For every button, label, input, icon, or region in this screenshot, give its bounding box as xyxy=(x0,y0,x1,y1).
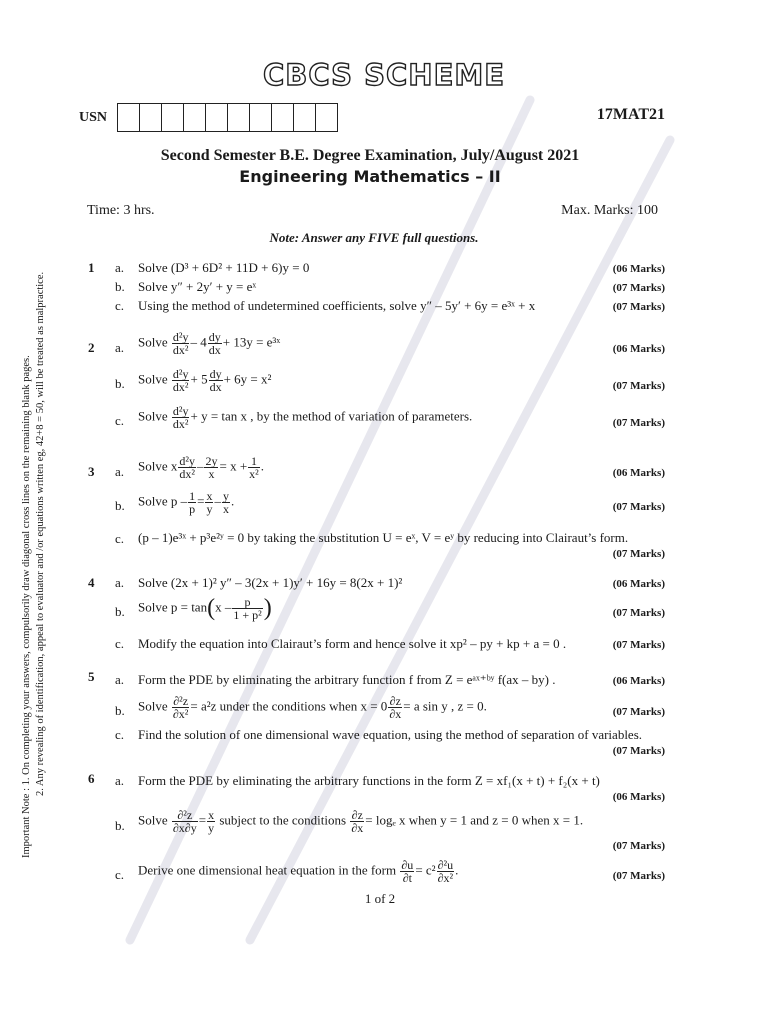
part-label: c. xyxy=(115,727,125,742)
marks: (07 Marks) xyxy=(612,639,665,651)
fraction: $\frac{1}{p}$ xyxy=(189,489,196,516)
marks: (07 Marks) xyxy=(612,548,665,560)
question-text: Solve (2x + 1)² y″ – 3(2x + 1)y′ + 16y = 8(2x + 1)² xyxy=(138,575,403,590)
fraction: $\frac{\text{d²y}}{\text{dx²}}$ xyxy=(172,330,189,357)
fraction: $\frac{\partial z}{\partial x}$ xyxy=(389,694,402,721)
fraction: $\frac{\text{∂²u}}{\text{∂x²}}$ xyxy=(437,858,454,885)
marks: (07 Marks) xyxy=(612,607,665,619)
question-text: Modify the equation into Clairaut’s form and hence solve it xp² – py + kp + a = 0 . xyxy=(138,636,567,651)
question-number: 4 xyxy=(88,575,95,590)
part-label: b. xyxy=(115,279,125,294)
question-text: Derive one dimensional heat equation in the form $\frac{\partial u}{\partial t}$ = c² $\frac{\text{∂²u}}{\text{∂x²}}$ . xyxy=(138,858,459,885)
marks: (07 Marks) xyxy=(612,380,665,392)
marks: (07 Marks) xyxy=(612,840,665,852)
marks: (07 Marks) xyxy=(612,417,665,429)
usn-box xyxy=(316,104,337,131)
marks: (07 Marks) xyxy=(612,870,665,882)
question-number: 2 xyxy=(88,340,95,355)
fraction: $\frac{\partial z}{\partial x}$ xyxy=(351,808,364,835)
side-note-line: Important Note : 1. On completing your answers, compulsorily draw diagonal cross lines on the remaining blank pages. xyxy=(21,355,32,858)
part-label: c. xyxy=(115,531,125,546)
marks: (06 Marks) xyxy=(612,791,665,803)
scheme-logo: CBCS SCHEME xyxy=(262,58,506,92)
fraction: $\frac{\text{d²y}}{\text{dx²}}$ xyxy=(172,367,189,394)
question-number: 3 xyxy=(88,464,95,479)
fraction: $\frac{x}{y}$ xyxy=(208,808,215,835)
question-text: Solve x $\frac{\text{d²y}}{\text{dx²}}$ – $\frac{2y}{x}$ = x + $\frac{1}{\text{x²}}$ . xyxy=(138,454,265,481)
question-text: Using the method of undetermined coefficients, solve y″ – 5y′ + 6y = e³ˣ + x xyxy=(138,298,536,313)
subject-code: 17MAT21 xyxy=(596,106,665,123)
time-allowed: Time: 3 hrs. xyxy=(87,203,155,218)
exam-title: Second Semester B.E. Degree Examination, July/August 2021 xyxy=(160,147,580,164)
fraction: $\frac{1}{\text{x²}}$ xyxy=(249,454,259,481)
part-label: a. xyxy=(115,340,125,355)
usn-box xyxy=(184,104,206,131)
usn-boxes xyxy=(117,103,338,132)
fraction: $\frac{\text{∂²z}}{\partial x\partial y}$ xyxy=(172,808,197,835)
usn-box xyxy=(272,104,294,131)
part-label: c. xyxy=(115,636,125,651)
marks: (07 Marks) xyxy=(612,706,665,718)
fraction: $\frac{y}{x}$ xyxy=(222,489,229,516)
page-number: 1 of 2 xyxy=(364,891,396,906)
part-label: b. xyxy=(115,818,125,833)
part-label: c. xyxy=(115,867,125,882)
marks: (07 Marks) xyxy=(612,301,665,313)
part-label: b. xyxy=(115,703,125,718)
fraction: $\frac{p}{\text{1 + p²}}$ xyxy=(233,595,262,622)
question-number: 6 xyxy=(88,771,95,786)
marks: (06 Marks) xyxy=(612,467,665,479)
question-number: 5 xyxy=(88,669,95,684)
question-text: Solve (D³ + 6D² + 11D + 6)y = 0 xyxy=(138,260,310,275)
marks: (07 Marks) xyxy=(612,282,665,294)
side-note-line: 2. Any revealing of identification, appeal to evaluator and /or equations written eg, 42+8 = 50, will be treated as malpractice. xyxy=(35,271,46,796)
part-label: a. xyxy=(115,260,125,275)
marks: (07 Marks) xyxy=(612,745,665,757)
part-label: a. xyxy=(115,773,125,788)
question-text: Solve $\frac{\text{d²y}}{\text{dx²}}$ – 4 $\frac{dy}{dx}$ + 13y = e³ˣ xyxy=(138,330,281,357)
marks: (07 Marks) xyxy=(612,501,665,513)
usn-box xyxy=(250,104,272,131)
question-text: Solve p – $\frac{1}{p}$ = $\frac{x}{y}$ – $\frac{y}{x}$ . xyxy=(138,489,235,516)
usn-box xyxy=(162,104,184,131)
fraction: $\frac{\partial u}{\partial t}$ xyxy=(401,858,414,885)
usn-box xyxy=(118,104,140,131)
question-text: (p – 1)e³ˣ + p³e²ʸ = 0 by taking the substitution U = eˣ, V = eʸ by reducing into Clairaut’s form. xyxy=(138,530,629,545)
marks: (06 Marks) xyxy=(612,578,665,590)
part-label: c. xyxy=(115,298,125,313)
question-text: Find the solution of one dimensional wave equation, using the method of separation of variables. xyxy=(138,727,643,742)
question-text: Solve $\frac{\text{d²y}}{\text{dx²}}$ + 5 $\frac{dy}{dx}$ + 6y = x² xyxy=(138,367,272,394)
fraction: $\frac{\text{∂²z}}{\text{∂x²}}$ xyxy=(172,694,189,721)
usn-label: USN xyxy=(79,110,108,125)
question-text: Solve y″ + 2y′ + y = eˣ xyxy=(138,279,257,294)
usn-box xyxy=(228,104,250,131)
side-important-note xyxy=(20,248,48,858)
fraction: $\frac{dy}{dx}$ xyxy=(209,367,222,394)
part-label: a. xyxy=(115,575,125,590)
usn-box xyxy=(294,104,316,131)
part-label: b. xyxy=(115,376,125,391)
usn-box xyxy=(140,104,162,131)
marks: (06 Marks) xyxy=(612,263,665,275)
part-label: c. xyxy=(115,413,125,428)
fraction: $\frac{\text{d²y}}{\text{dx²}}$ xyxy=(172,404,189,431)
question-text: Solve $\frac{\text{∂²z}}{\text{∂x²}}$ = a²z under the conditions when x = 0 $\frac{\partial z}{\partial x}$ = a sin y , z = 0. xyxy=(138,694,487,721)
max-marks: Max. Marks: 100 xyxy=(561,203,658,218)
question-text: Form the PDE by eliminating the arbitrary functions in the form Z = xf₁(x + t) + f₂(x + t) xyxy=(138,773,600,788)
marks: (06 Marks) xyxy=(612,675,665,687)
part-label: b. xyxy=(115,498,125,513)
fraction: $\frac{dy}{dx}$ xyxy=(208,330,221,357)
subject-title: Engineering Mathematics – II xyxy=(239,167,501,186)
fraction: $\frac{x}{y}$ xyxy=(206,489,213,516)
part-label: b. xyxy=(115,604,125,619)
usn-box xyxy=(206,104,228,131)
question-text: Solve p = tan(x – $\frac{p}{\text{1 + p²}}$ ) xyxy=(138,595,272,622)
question-text: Solve $\frac{\text{d²y}}{\text{dx²}}$ + y = tan x , by the method of variation of parameters. xyxy=(138,404,473,431)
question-text: Solve $\frac{\text{∂²z}}{\partial x\partial y}$ = $\frac{x}{y}$ subject to the conditions $\frac{\partial z}{\partial x}$ = logₑ x when y = 1 and z = 0 when x = 1. xyxy=(138,808,584,835)
fraction: $\frac{2y}{x}$ xyxy=(205,454,218,481)
part-label: a. xyxy=(115,672,125,687)
fraction: $\frac{\text{d²y}}{\text{dx²}}$ xyxy=(179,454,195,481)
part-label: a. xyxy=(115,464,125,479)
question-number: 1 xyxy=(88,260,95,275)
instructions-note: Note: Answer any FIVE full questions. xyxy=(269,230,479,245)
marks: (06 Marks) xyxy=(612,343,665,355)
question-text: Form the PDE by eliminating the arbitrary function f from Z = eᵃˣ⁺ᵇʸ f(ax – by) . xyxy=(138,672,556,687)
